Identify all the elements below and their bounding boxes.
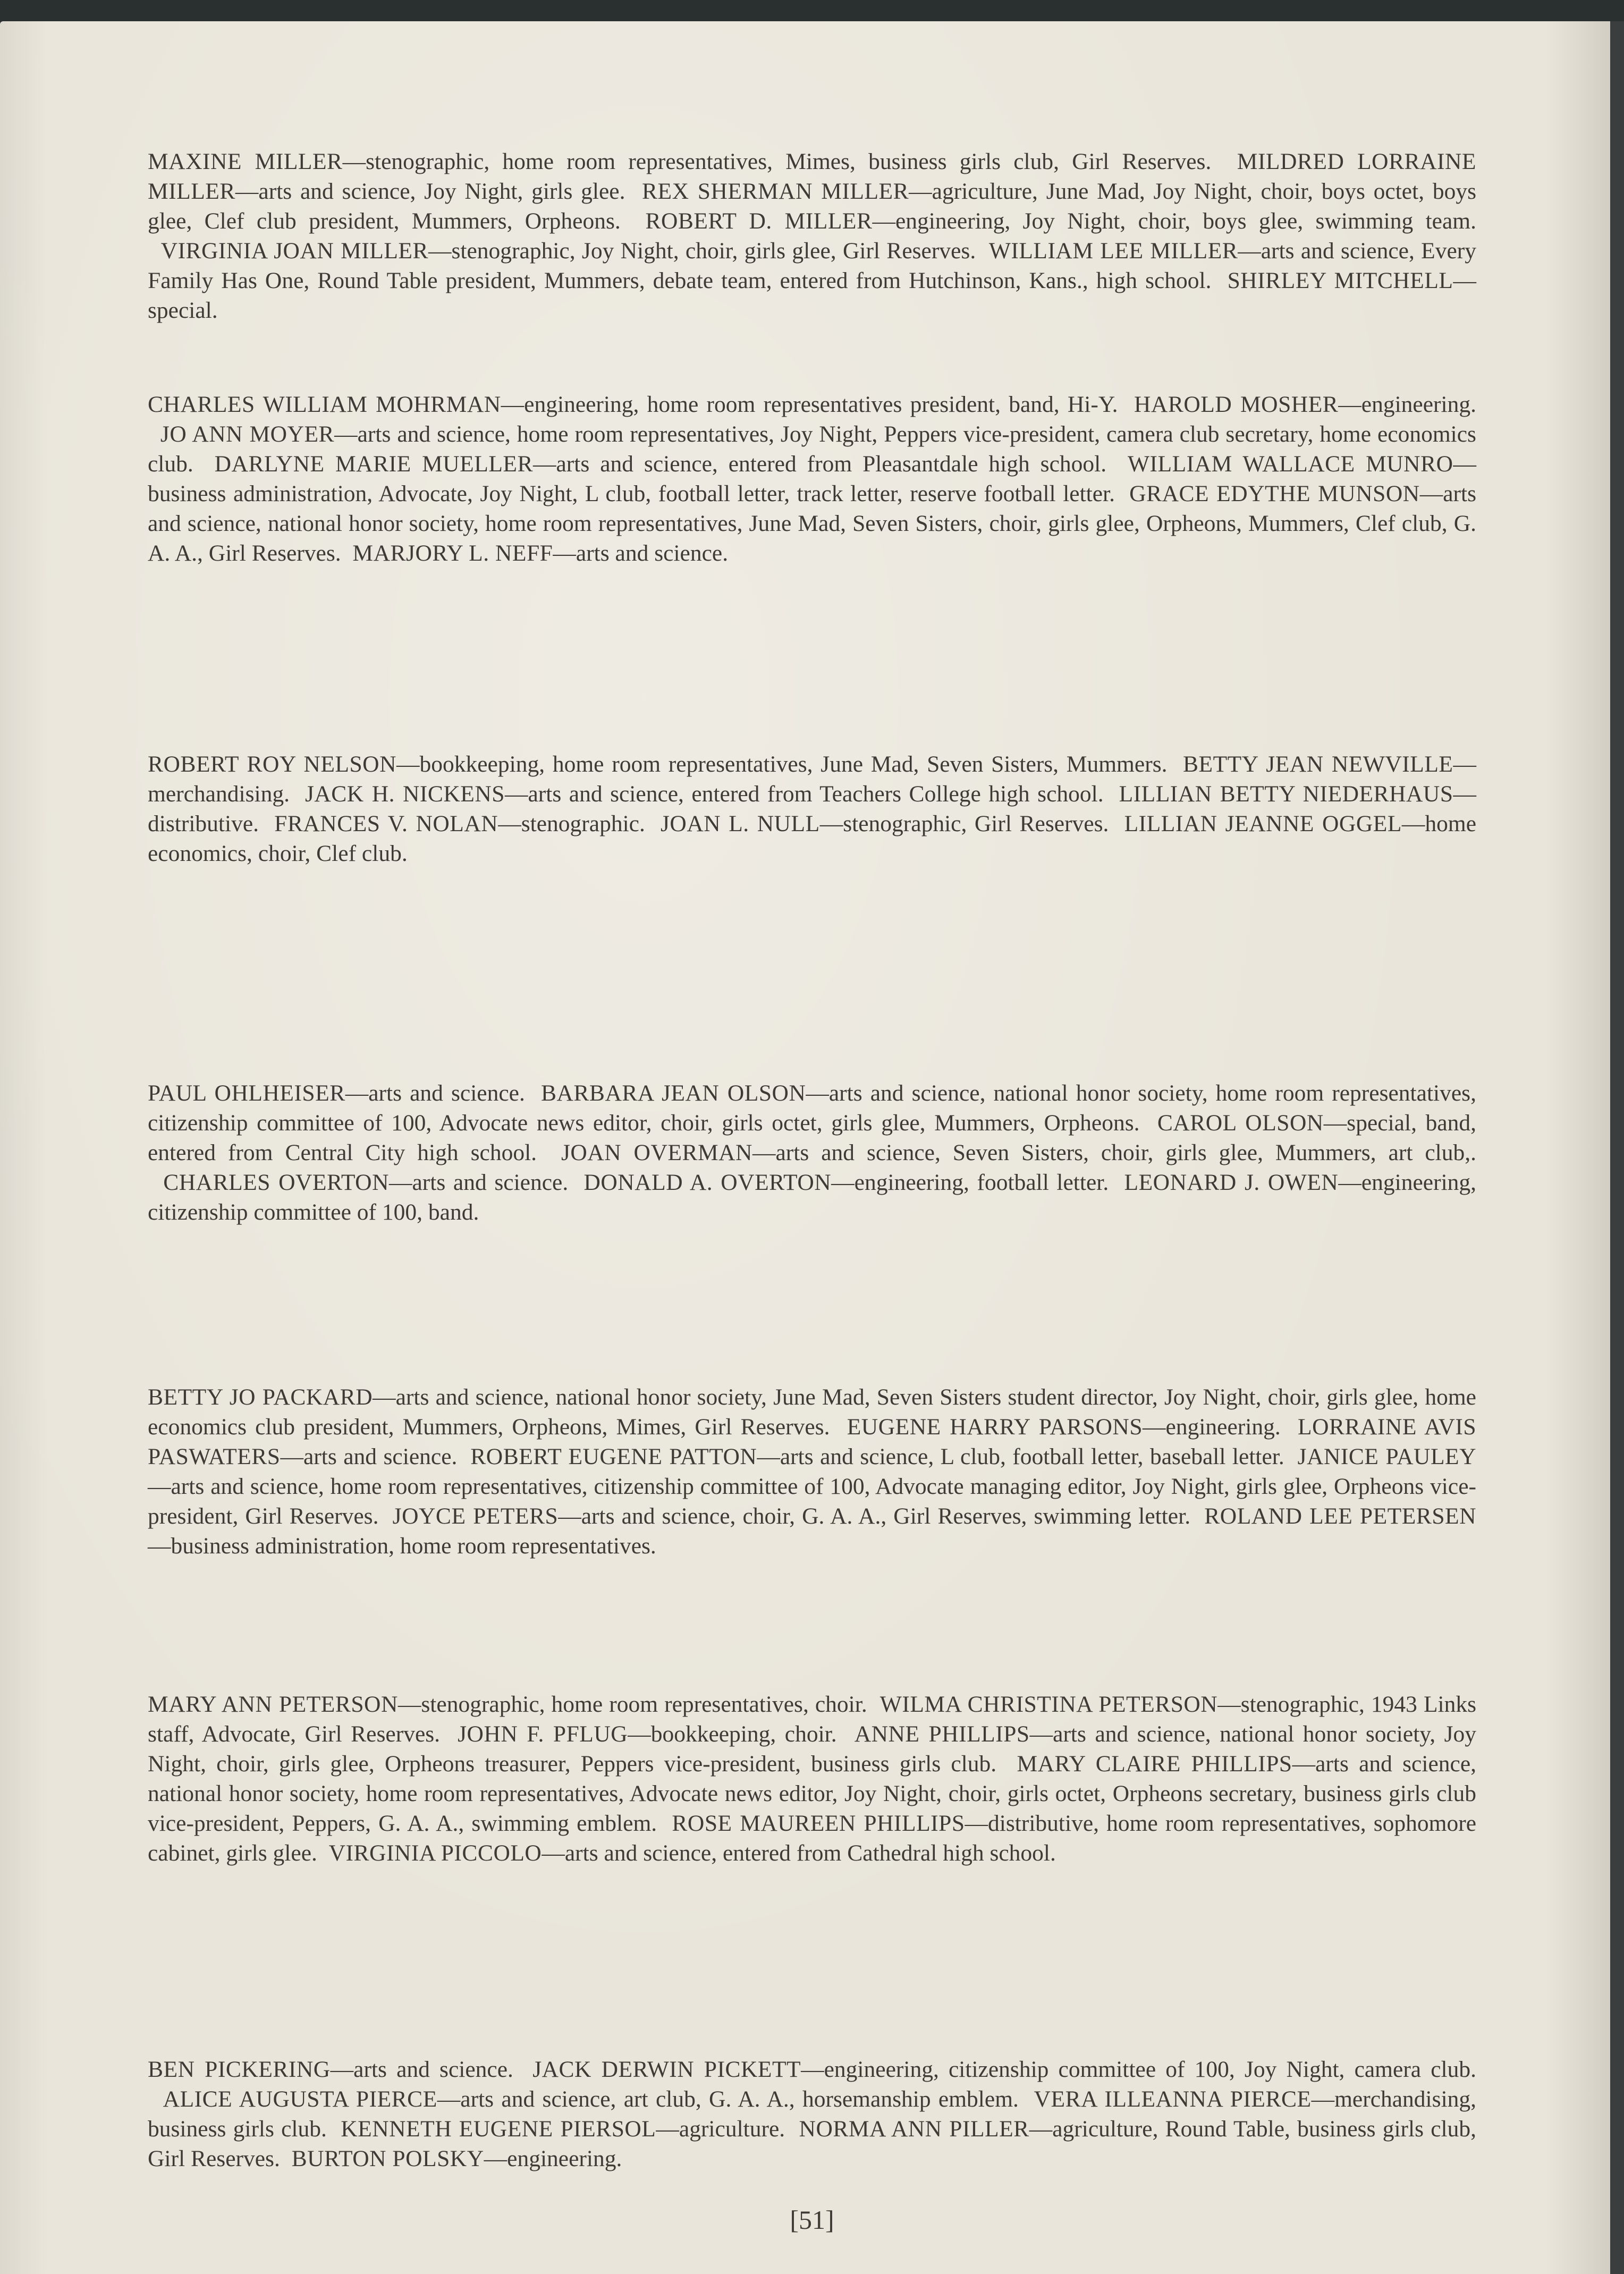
student-activities: —arts and science, art club, G. A. A., horsemanship emblem. [437,2086,1019,2112]
student-activities: —arts and science, choir, G. A. A., Girl Reserves, swimming letter. [558,1503,1191,1529]
student-activities: —arts and science, home room representatives, Joy Night, Peppers vice-president, camera club secretary, home economics club. [148,421,1476,477]
student-name: LILLIAN JEANNE OGGEL [1124,811,1402,836]
senior-entries-block-nelson [148,749,1476,868]
student-activities: —arts and science, national honor society, June Mad, Seven Sisters student director, Joy Night, choir, girls glee, home economics club president, Mummers, Orpheons, Mimes, Girl Reserves. [148,1384,1476,1440]
student-activities: —engineering. [1338,392,1476,417]
student-activities: —arts and science, national honor society, home room representatives, citizenship committee of 100, Advocate news editor, choir, girls octet, girls glee, Mummers, Orpheons. [148,1080,1476,1136]
student-name: KENNETH EUGENE PIERSOL [341,2116,656,2142]
student-activities: —home economics, choir, Clef club. [148,811,1477,866]
student-entry [1118,392,1476,417]
student-activities: —agriculture, June Mad, Joy Night, choir, boys octet, boys glee, Clef club president, Mummers, Orpheons. [148,179,1477,234]
senior-entries-block-peterson [148,1689,1476,1868]
student-activities: —special, band, entered from Central City high school. [148,1110,1477,1165]
student-entry [193,451,1106,477]
student-activities: —engineering, home room representatives president, band, Hi-Y. [501,392,1118,417]
student-activities: —arts and science, national honor society, Joy Night, choir, girls glee, Orpheons treasurer, Peppers vice-president, business girls club. [148,1721,1477,1777]
student-entry [317,1840,1056,1866]
student-activities: —engineering. [1143,1414,1281,1440]
student-name: PAUL OHLHEISER [148,1080,345,1106]
student-name: ROLAND LEE PETERSEN [1204,1503,1477,1529]
student-name: JO ANN MOYER [160,421,335,447]
student-entry [148,751,1168,777]
student-activities: —agriculture. [656,2116,785,2142]
student-name: CHARLES OVERTON [163,1170,389,1195]
student-activities: —arts and science. [388,1170,569,1195]
student-activities: —bookkeeping, home room representatives, June Mad, Seven Sisters, Mummers. [396,751,1168,777]
student-name: MARJORY L. NEFF [352,540,553,566]
student-entry [645,811,1109,836]
student-name: LORRAINE AVIS PASWATERS [148,1414,1477,1469]
page-number: [51] [790,2205,834,2235]
student-activities: —business administration, home room representatives. [148,1533,656,1559]
student-name: LILLIAN BETTY NIEDERHAUS [1119,781,1453,807]
student-activities: —arts and science. [553,540,729,566]
student-entry [148,1170,568,1195]
student-activities: —stenographic, Girl Reserves. [819,811,1109,836]
senior-entries-block-packard [148,1382,1476,1561]
student-activities: —arts and science. [280,1444,458,1469]
student-activities: —merchandising, business girls club. [148,2086,1477,2142]
page-binding-edge [1610,21,1624,2274]
student-entry [259,811,645,836]
student-entry [440,1721,837,1747]
student-activities: —engineering. [484,2146,622,2171]
senior-entries-block-ohlheiser [148,1078,1476,1227]
student-name: FRANCES V. NOLAN [274,811,498,836]
student-activities: —engineering, football letter. [831,1170,1109,1195]
student-activities: —engineering, citizenship committee of 100, Joy Night, camera club. [801,2057,1477,2082]
student-name: WILMA CHRISTINA PETERSON [879,1692,1218,1717]
student-name: JACK H. NICKENS [304,781,505,807]
student-activities: —arts and science, L club, football letter, baseball letter. [757,1444,1284,1469]
student-activities: —merchandising. [148,751,1477,807]
student-activities: —engineering, citizenship committee of 100, band. [148,1170,1477,1225]
student-name: JOHN F. PFLUG [458,1721,628,1747]
student-entry [537,1140,1476,1165]
student-name: DONALD A. OVERTON [583,1170,832,1195]
student-entry [148,238,976,264]
student-activities: —arts and science, national honor society, home room representatives, June Mad, Seven Sisters, choir, girls glee, Orpheons, Mummers, Clef club, G. A. A., Girl Reserves. [148,481,1476,566]
student-activities: —stenographic, 1943 Links staff, Advocate, Girl Reserves. [148,1692,1477,1747]
student-name: LEONARD J. OWEN [1124,1170,1339,1195]
student-entry [148,2057,513,2082]
student-entry [830,1414,1280,1440]
student-activities: —stenographic, home room representatives, choir. [397,1692,867,1717]
student-name: CAROL OLSON [1157,1110,1324,1136]
senior-entries-block-miller [148,147,1476,325]
student-activities: —distributive. [148,781,1477,836]
student-activities: —agriculture, Round Table, business girls club, Girl Reserves. [148,2116,1476,2171]
student-name: WILLIAM WALLACE MUNRO [1127,451,1453,477]
student-activities: —stenographic, home room representatives, Mimes, business girls club, Girl Reserves. [342,149,1212,174]
student-entry [148,149,1211,174]
student-activities: —arts and science. [330,2057,513,2082]
student-name: DARLYNE MARIE MUELLER [214,451,533,477]
student-entry [148,1080,525,1106]
student-name: ROBERT EUGENE PATTON [470,1444,757,1469]
student-name: ANNE PHILLIPS [854,1721,1030,1747]
student-activities: —arts and science, Seven Sisters, choir, girls glee, Mummers, art club,. [752,1140,1477,1165]
student-activities: —arts and science, entered from Cathedral high school. [542,1840,1056,1866]
senior-entries-block-pickering [148,2055,1476,2174]
student-name: ROBERT D. MILLER [645,208,873,234]
student-name: ALICE AUGUSTA PIERCE [163,2086,437,2112]
student-name: JOAN L. NULL [660,811,820,836]
student-activities: —special. [148,268,1477,323]
student-entry [327,2116,785,2142]
student-name: ROBERT ROY NELSON [148,751,396,777]
student-entry [341,540,728,566]
student-name: NORMA ANN PILLER [799,2116,1029,2142]
student-entry [280,2146,622,2171]
student-entry [513,2057,1476,2082]
student-activities: —arts and science, entered from Pleasantdale high school. [532,451,1107,477]
student-name: MILDRED LORRAINE MILLER [148,149,1477,204]
student-activities: —bookkeeping, choir. [628,1721,837,1747]
student-name: VIRGINIA PICCOLO [328,1840,542,1866]
student-entry [568,1170,1109,1195]
student-activities: —arts and science, national honor society, home room representatives, Advocate news editor, Joy Night, choir, girls octet, Orpheons secretary, business girls club vice-president, Peppers, G. A. A., swimming emblem. [148,1751,1476,1836]
student-activities: —engineering, Joy Night, choir, boys glee, swimming team. [872,208,1476,234]
student-entry [457,1444,1284,1469]
student-activities: —arts and science. [345,1080,525,1106]
student-name: JOAN OVERMAN [561,1140,752,1165]
student-entry [148,392,1118,417]
senior-entries-block-mohrman [148,390,1476,568]
student-entry [148,2086,1019,2112]
student-activities: —arts and science, entered from Teachers College high school. [504,781,1104,807]
student-name: REX SHERMAN MILLER [642,179,909,204]
student-activities: —arts and science, Joy Night, girls glee. [235,179,625,204]
student-name: JOYCE PETERS [392,1503,559,1529]
student-name: ROSE MAUREEN PHILLIPS [672,1811,965,1836]
student-name: BEN PICKERING [148,2057,331,2082]
student-name: SHIRLEY MITCHELL [1227,268,1453,293]
student-name: CHARLES WILLIAM MOHRMAN [148,392,501,417]
student-activities: —stenographic, Joy Night, choir, girls glee, Girl Reserves. [428,238,976,264]
student-activities: —arts and science, home room representatives, citizenship committee of 100, Advocate managing editor, Joy Night, girls glee, Orpheons vice-president, Girl Reserves. [148,1474,1476,1529]
student-entry [148,1692,867,1717]
student-name: VERA ILLEANNA PIERCE [1034,2086,1312,2112]
student-activities: —distributive, home room representatives, sophomore cabinet, girls glee. [148,1811,1477,1866]
student-name: EUGENE HARRY PARSONS [847,1414,1143,1440]
student-entry [378,1503,1190,1529]
student-name: HAROLD MOSHER [1134,392,1339,417]
student-name: BARBARA JEAN OLSON [540,1080,806,1106]
student-entry [621,208,1476,234]
student-name: MAXINE MILLER [148,149,343,174]
student-name: BETTY JO PACKARD [148,1384,373,1410]
student-name: BURTON POLSKY [291,2146,484,2171]
student-name: JACK DERWIN PICKETT [532,2057,801,2082]
student-name: WILLIAM LEE MILLER [988,238,1238,264]
student-entry [290,781,1104,807]
student-name: MARY CLAIRE PHILLIPS [1017,1751,1292,1777]
student-activities: —stenographic. [498,811,645,836]
student-activities: —arts and science, Every Family Has One, Round Table president, Mummers, debate team, entered from Hutchinson, Kans., high school. [148,238,1477,293]
student-activities: —business administration, Advocate, Joy Night, L club, football letter, track letter, reserve football letter. [148,451,1477,506]
student-name: MARY ANN PETERSON [148,1692,398,1717]
student-name: GRACE EDYTHE MUNSON [1129,481,1420,506]
student-name: VIRGINIA JOAN MILLER [160,238,428,264]
student-name: BETTY JEAN NEWVILLE [1183,751,1453,777]
student-name: JANICE PAULEY [1297,1444,1477,1469]
